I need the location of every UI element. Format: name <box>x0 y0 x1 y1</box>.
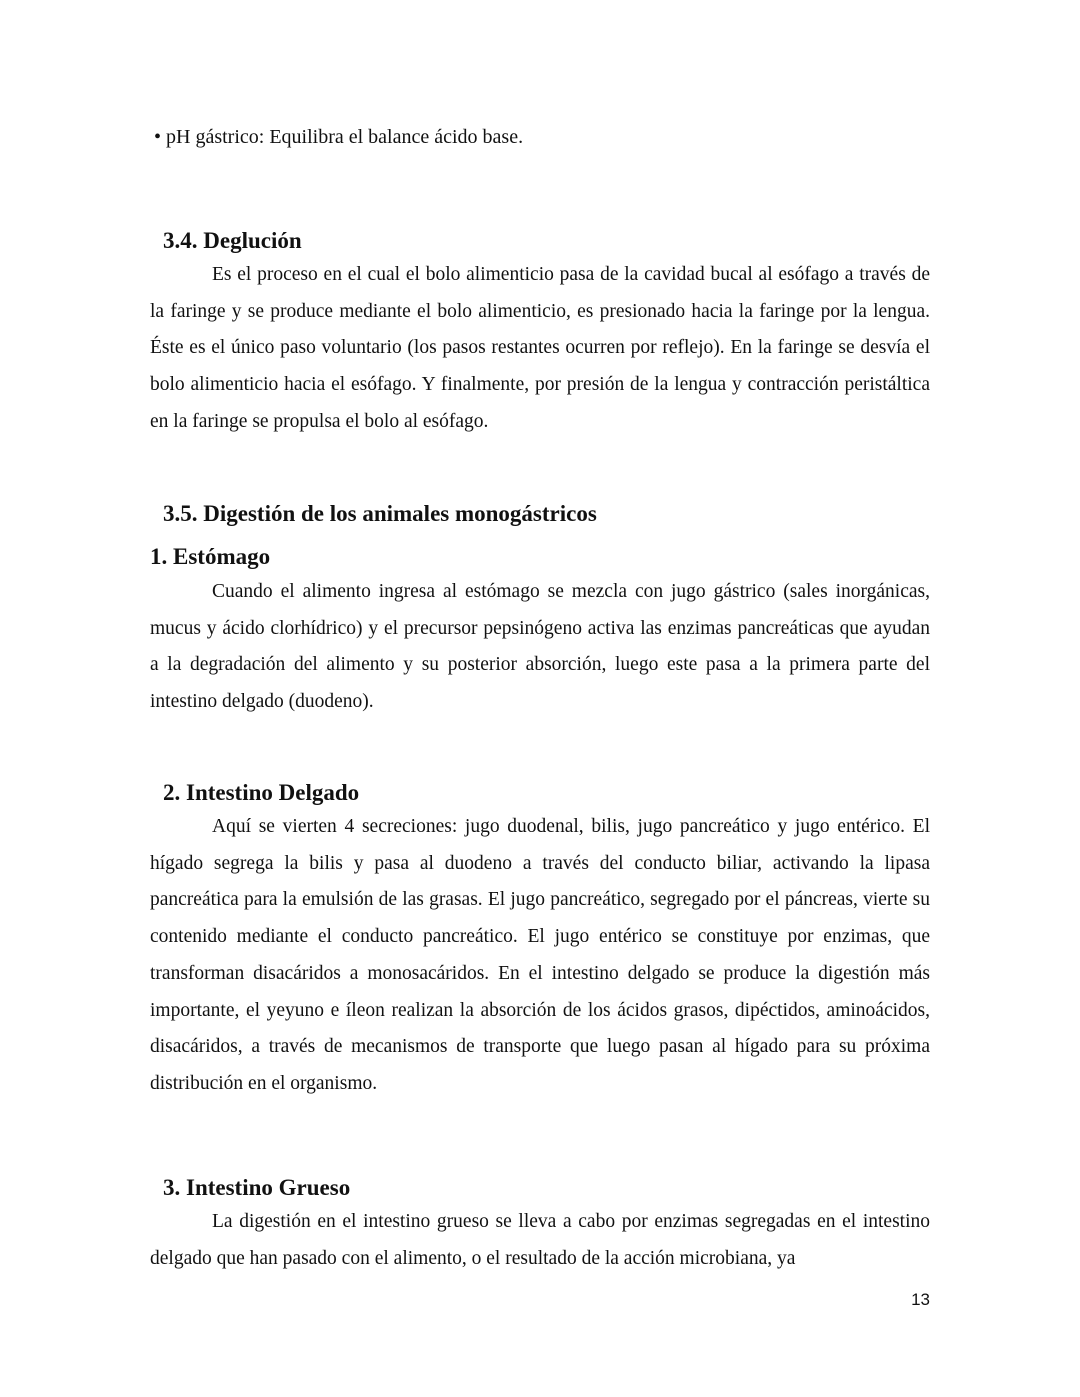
section-paragraph: Cuando el alimento ingresa al estómago se mezcla con jugo gástrico (sales inorgánicas, mucus y ácido clorhídrico) y el precursor pepsinógeno activa las enzimas pancreáticas que ayudan a la degradación del alimento y su posterior absorción, luego este pasa a la primera parte del intestino delgado (duodeno). <box>150 581 930 713</box>
section-heading: 3.5. Digestión de los animales monogástricos <box>163 501 597 526</box>
bullet-text: pH gástrico: Equilibra el balance ácido base. <box>166 126 524 148</box>
section-monogastricos <box>150 499 930 721</box>
bullet-symbol: • <box>154 126 162 148</box>
section-heading: 3.4. Deglución <box>163 228 302 253</box>
section-deglucion <box>150 226 930 441</box>
subsection-heading: 1. Estómago <box>150 544 271 569</box>
bullet-item <box>150 122 930 152</box>
section-paragraph: La digestión en el intestino grueso se lleva a cabo por enzimas segregadas en el intestino delgado que han pasado con el alimento, o el resultado de la acción microbiana, ya <box>150 1211 930 1269</box>
section-paragraph: Aquí se vierten 4 secreciones: jugo duodenal, bilis, jugo pancreático y jugo entérico. El hígado segrega la bilis y pasa al duodeno a través del conducto biliar, activando la lipasa pancreática para la emulsión de las grasas. El jugo pancreático, segregado por el páncreas, vierte su contenido mediante el conducto pancreático. El jugo entérico se constituye por enzimas, que transforman disacáridos a monosacáridos. En el intestino delgado se produce la digestión más importante, el yeyuno e íleon realizan la absorción de los ácidos grasos, dipéctidos, aminoácidos, disacáridos, a través de mecanismos de transporte que luego pasan al hígado para su próxima distribución en el organismo. <box>150 816 930 1094</box>
section-paragraph: Es el proceso en el cual el bolo alimenticio pasa de la cavidad bucal al esófago a través de la faringe y se produce mediante el bolo alimenticio, es presionado hacia la faringe por la lengua. Éste es el único paso voluntario (los pasos restantes ocurren por reflejo). En la faringe se desvía el bolo alimenticio hacia el esófago. Y finalmente, por presión de la lengua y contracción peristáltica en la faringe se propulsa el bolo al esófago. <box>150 264 930 432</box>
page-number: 13 <box>911 1290 930 1309</box>
section-intestino-grueso <box>150 1173 930 1277</box>
section-intestino-delgado <box>150 778 930 1103</box>
section-heading: 3. Intestino Grueso <box>163 1175 351 1200</box>
section-heading: 2. Intestino Delgado <box>163 780 360 805</box>
